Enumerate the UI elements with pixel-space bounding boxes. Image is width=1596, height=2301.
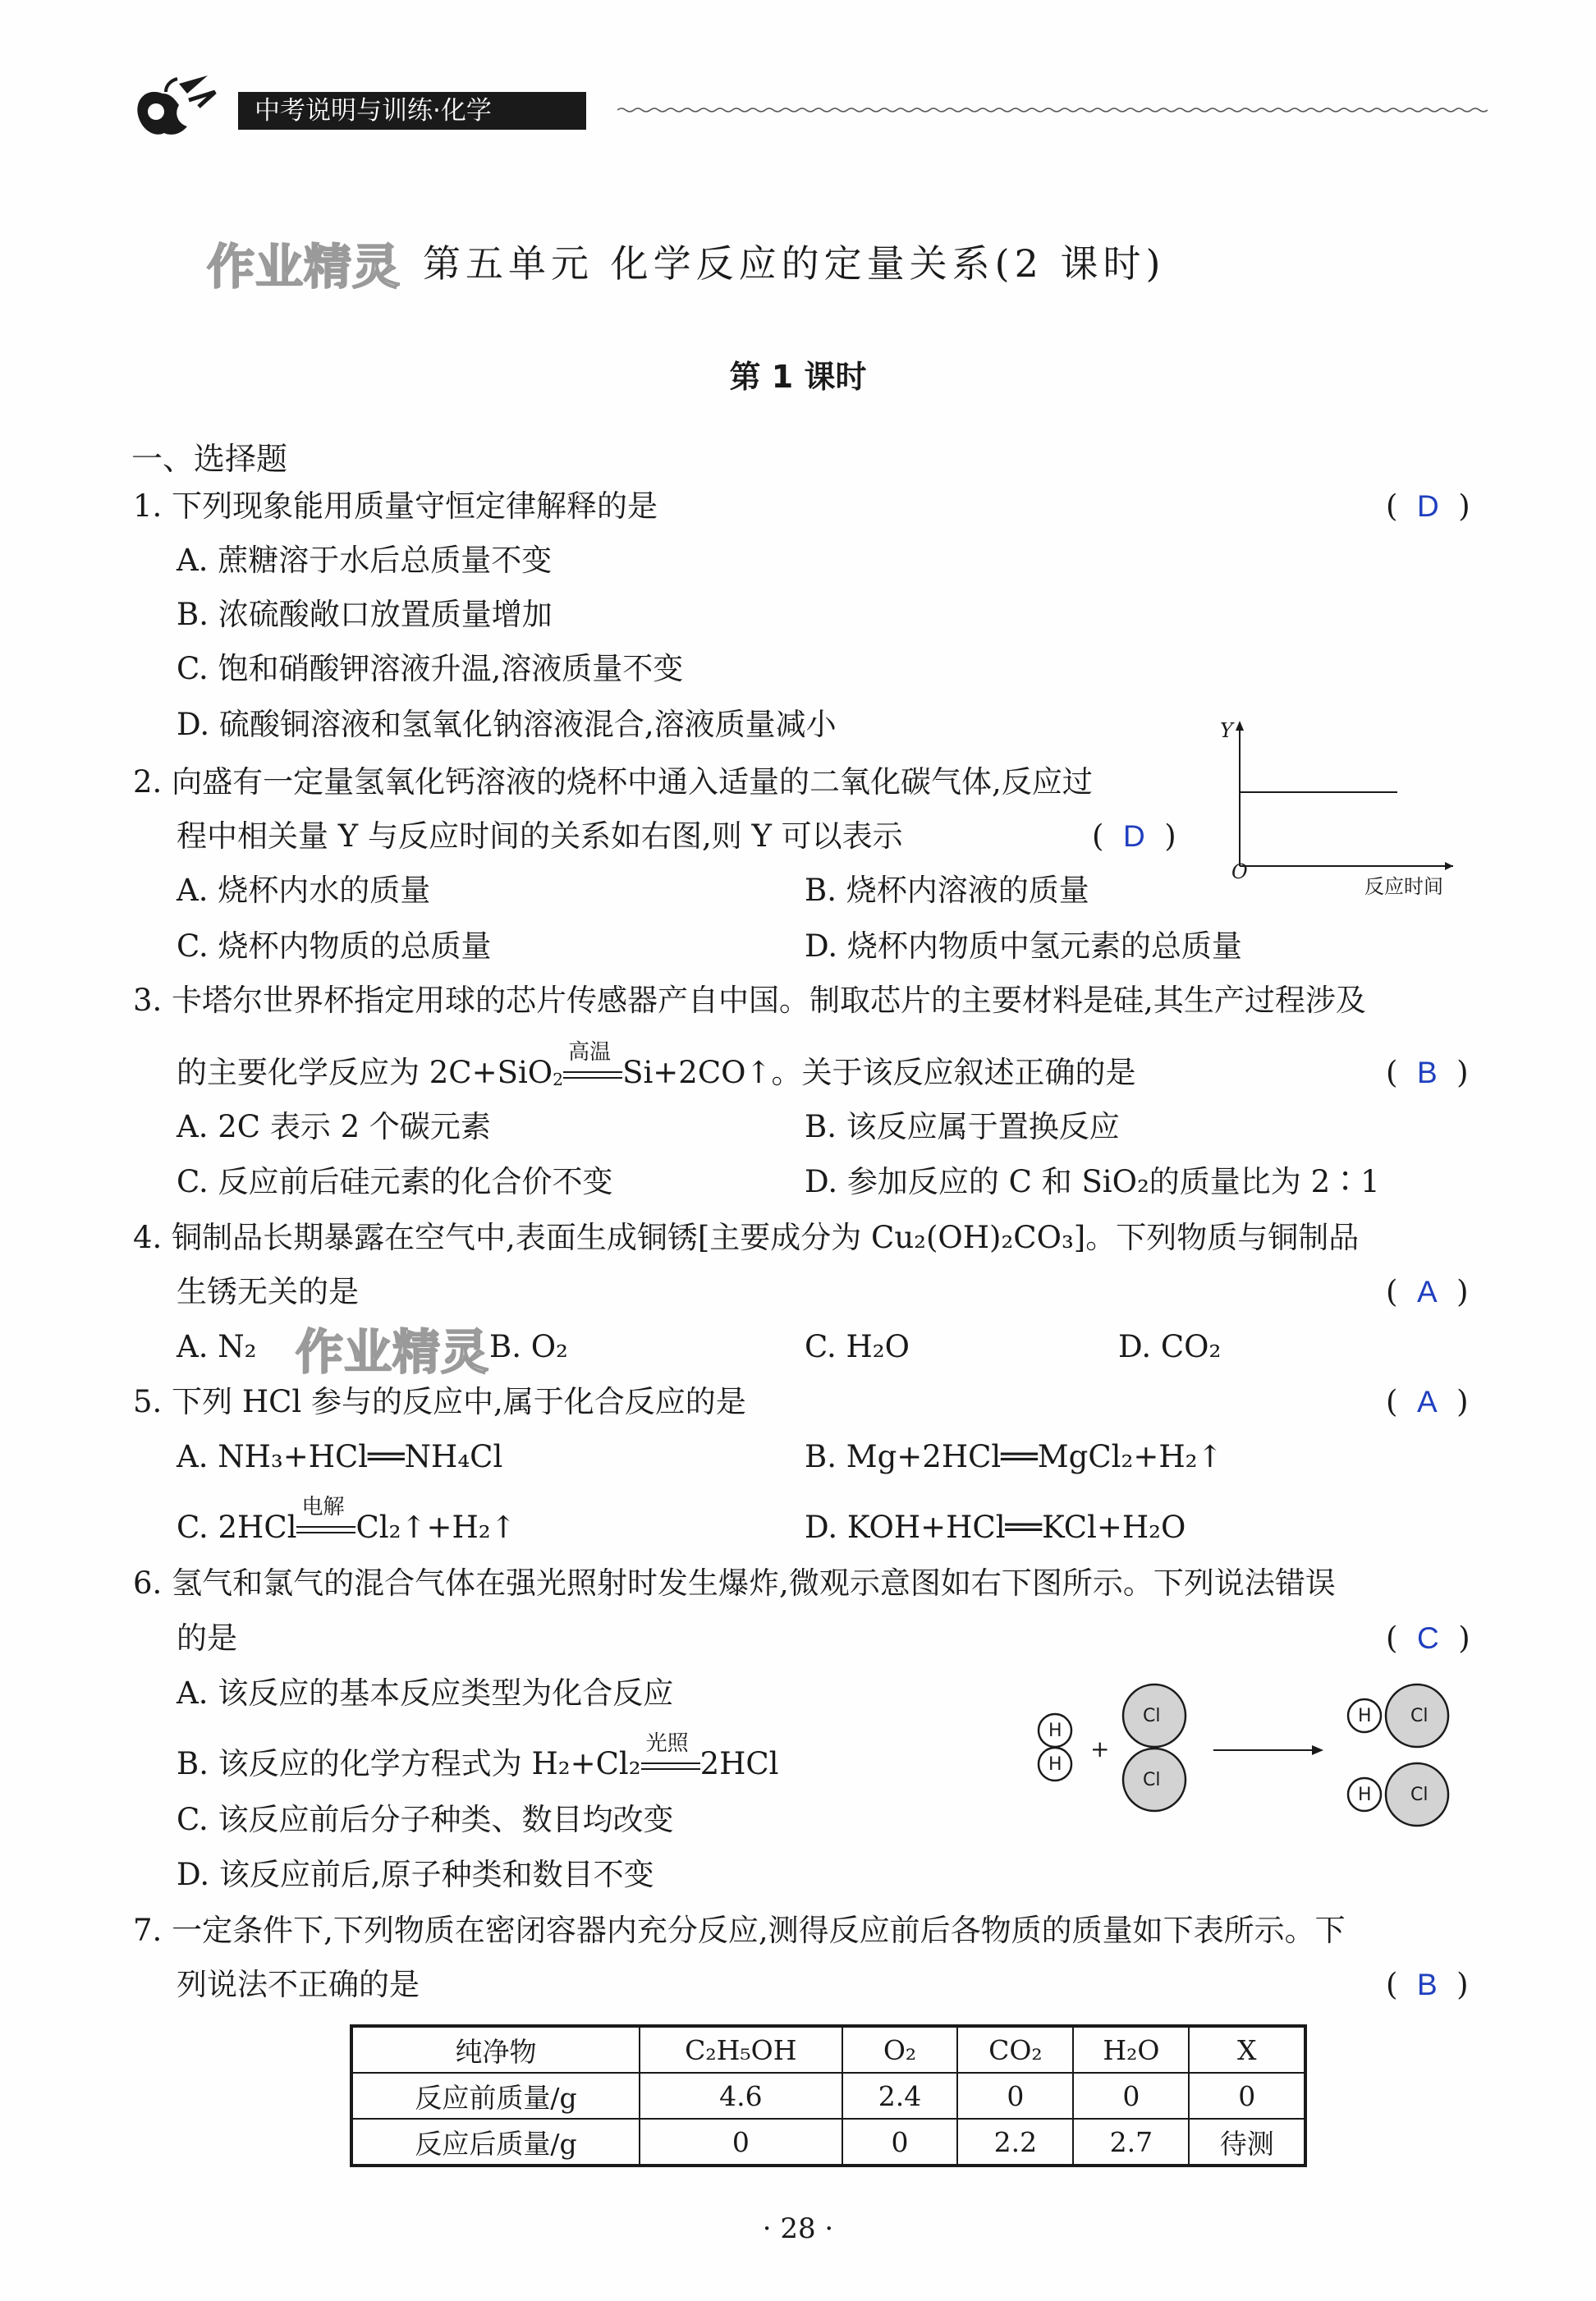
table-cell: 反应后质量/g [351,2119,640,2166]
q6-answer-letter: C [1416,1621,1439,1655]
table-row [351,2073,1305,2119]
table-cell: 0 [640,2119,842,2166]
table-cell: 2.4 [842,2073,958,2119]
q2-graph [1215,714,1461,898]
q4-answer: ( A ) [1386,1274,1469,1309]
q6-answer: ( C ) [1386,1620,1470,1656]
book-title-bar: 中考说明与训练·化学 [238,92,586,130]
q5-option-c-pre: C. 2HCl [177,1510,297,1545]
page-number: · 28 · [762,2212,834,2245]
q4-option-a: A. N₂ [177,1329,257,1364]
q6-option-b-condition-text: 光照 [645,1730,689,1756]
q7-answer-letter: B [1416,1968,1438,2001]
q6-option-b-post: 2HCl [699,1746,779,1781]
q4-line1: 4. 铜制品长期暴露在空气中,表面生成铜锈[主要成分为 Cu₂(OH)₂CO₃]。下列物质与铜制品 [133,1220,1360,1255]
q2-answer-letter: D [1122,819,1145,853]
table-cell: 0 [957,2073,1073,2119]
q3-eq-sub: 2 [553,1070,564,1090]
q5-option-c-condition [296,1494,355,1542]
q2-graph-x-label: 反应时间 [1364,875,1443,898]
q6-cl-atom-label: Cl [1410,1785,1429,1805]
table-header-cell: O₂ [842,2026,958,2073]
q6-h-atom-label: H [1358,1785,1372,1805]
table-header-cell: X [1189,2026,1305,2073]
q3-line1: 3. 卡塔尔世界杯指定用球的芯片传感器产自中国。制取芯片的主要材料是硅,其生产过程涉及 [133,983,1366,1018]
q1-answer: ( D ) [1386,488,1470,524]
q5-option-d: D. KOH+HCl══KCl+H₂O [805,1510,1186,1545]
q6-plus-sign: + [1090,1735,1110,1762]
q1-answer-letter: D [1416,489,1439,523]
table-header-cell: H₂O [1073,2026,1189,2073]
q1-stem: 1. 下列现象能用质量守恒定律解释的是 [133,488,658,524]
unit-title: 第五单元 化学反应的定量关系(2 课时) [423,241,1166,286]
q3-answer-letter: B [1416,1056,1438,1089]
q3-eq-pre: 的主要化学反应为 2C+SiO [177,1055,553,1090]
q3-eq-post: Si+2CO↑。关于该反应叙述正确的是 [622,1055,1136,1090]
table-cell: 待测 [1189,2119,1305,2166]
q3-option-a: A. 2C 表示 2 个碳元素 [177,1109,491,1144]
q6-cl-atom-label: Cl [1143,1706,1161,1726]
q6-option-d: D. 该反应前后,原子种类和数目不变 [177,1857,654,1892]
watermark: 作业精灵 [296,1324,490,1380]
q4-line2: 生锈无关的是 [177,1274,359,1309]
table-cell: 0 [842,2119,958,2166]
q2-option-d: D. 烧杯内物质中氢元素的总质量 [805,928,1242,964]
q2-line2: 程中相关量 Y 与反应时间的关系如右图,则 Y 可以表示 [177,818,903,854]
q3-option-d: D. 参加反应的 C 和 SiO₂的质量比为 2∶1 [805,1164,1380,1199]
table-cell: 反应前质量/g [351,2073,640,2119]
q2-graph-svg [1215,714,1461,895]
table-row [351,2119,1305,2166]
q2-graph-origin: O [1231,860,1248,883]
q5-stem: 5. 下列 HCl 参与的反应中,属于化合反应的是 [133,1384,746,1419]
q3-eq-condition-text: 高温 [568,1039,612,1065]
q6-option-a: A. 该反应的基本反应类型为化合反应 [177,1675,674,1711]
q6-option-b-pre: B. 该反应的化学方程式为 H₂+Cl₂ [177,1746,641,1781]
q3-line2 [177,1039,1136,1090]
lesson-title: 第 1 课时 [729,359,867,395]
q3-option-b: B. 该反应属于置换反应 [805,1109,1120,1144]
q5-option-b: B. Mg+2HCl══MgCl₂+H₂↑ [805,1439,1223,1474]
q6-cl-atom-label: Cl [1143,1770,1161,1790]
q6-cl-atom-label: Cl [1410,1706,1429,1726]
table-header-cell: 纯净物 [351,2026,640,2073]
q6-line1: 6. 氢气和氯气的混合气体在强光照射时发生爆炸,微观示意图如右下图所示。下列说法错误 [133,1565,1336,1601]
q6-option-b [177,1730,779,1781]
q5-option-c [177,1494,516,1545]
q6-h-atom-label: H [1048,1754,1062,1775]
q2-line1: 2. 向盛有一定量氢氧化钙溶液的烧杯中通入适量的二氧化碳气体,反应过 [133,764,1093,800]
q7-answer: ( B ) [1386,1967,1469,2002]
q6-h-atom-label: H [1358,1706,1372,1726]
q7-line2: 列说法不正确的是 [177,1967,420,2002]
table-header-cell: CO₂ [957,2026,1073,2073]
watermark: 作业精灵 [207,239,401,295]
q4-option-c: C. H₂O [805,1329,910,1364]
table-header-row [351,2026,1305,2073]
q2-graph-y-label: Y [1220,719,1233,742]
table-cell: 2.2 [957,2119,1073,2166]
q5-option-c-post: Cl₂↑+H₂↑ [355,1510,516,1545]
q6-option-b-condition [641,1730,700,1779]
q1-option-a: A. 蔗糖溶于水后总质量不变 [177,543,553,578]
q6-line2: 的是 [177,1620,237,1656]
table-cell: 0 [1189,2073,1305,2119]
header-wavy-line [617,107,1488,113]
q5-option-c-condition-text: 电解 [301,1494,345,1519]
q3-answer: ( B ) [1386,1055,1469,1090]
table-cell: 0 [1073,2073,1189,2119]
apple-logo-icon [130,76,220,141]
q4-option-b: B. O₂ [489,1329,568,1364]
q6-option-c: C. 该反应前后分子种类、数目均改变 [177,1802,674,1837]
q4-option-d: D. CO₂ [1118,1329,1222,1364]
q1-option-c: C. 饱和硝酸钾溶液升温,溶液质量不变 [177,651,684,686]
q2-option-a: A. 烧杯内水的质量 [177,873,431,908]
q3-option-c: C. 反应前后硅元素的化合价不变 [177,1164,613,1199]
q1-option-d: D. 硫酸铜溶液和氢氧化钠溶液混合,溶液质量减小 [177,707,837,742]
q3-eq-condition [563,1039,622,1088]
table-header-cell: C₂H₅OH [640,2026,842,2073]
table-cell: 4.6 [640,2073,842,2119]
q6-molecule-diagram [1026,1675,1461,1839]
table-cell: 2.7 [1073,2119,1189,2166]
q6-h-atom-label: H [1048,1721,1062,1741]
q2-answer: ( D ) [1092,818,1176,854]
q7-line1: 7. 一定条件下,下列物质在密闭容器内充分反应,测得反应前后各物质的质量如下表所示。下 [133,1913,1346,1948]
q1-option-b: B. 浓硫酸敞口放置质量增加 [177,597,553,632]
q2-option-c: C. 烧杯内物质的总质量 [177,928,492,964]
q4-answer-letter: A [1416,1275,1438,1309]
q5-option-a: A. NH₃+HCl══NH₄Cl [177,1439,503,1474]
q5-answer-letter: A [1416,1385,1438,1419]
q5-answer: ( A ) [1386,1384,1469,1419]
q2-option-b: B. 烧杯内溶液的质量 [805,873,1089,908]
q7-data-table [350,2024,1307,2167]
section-title: 一、选择题 [131,441,288,477]
